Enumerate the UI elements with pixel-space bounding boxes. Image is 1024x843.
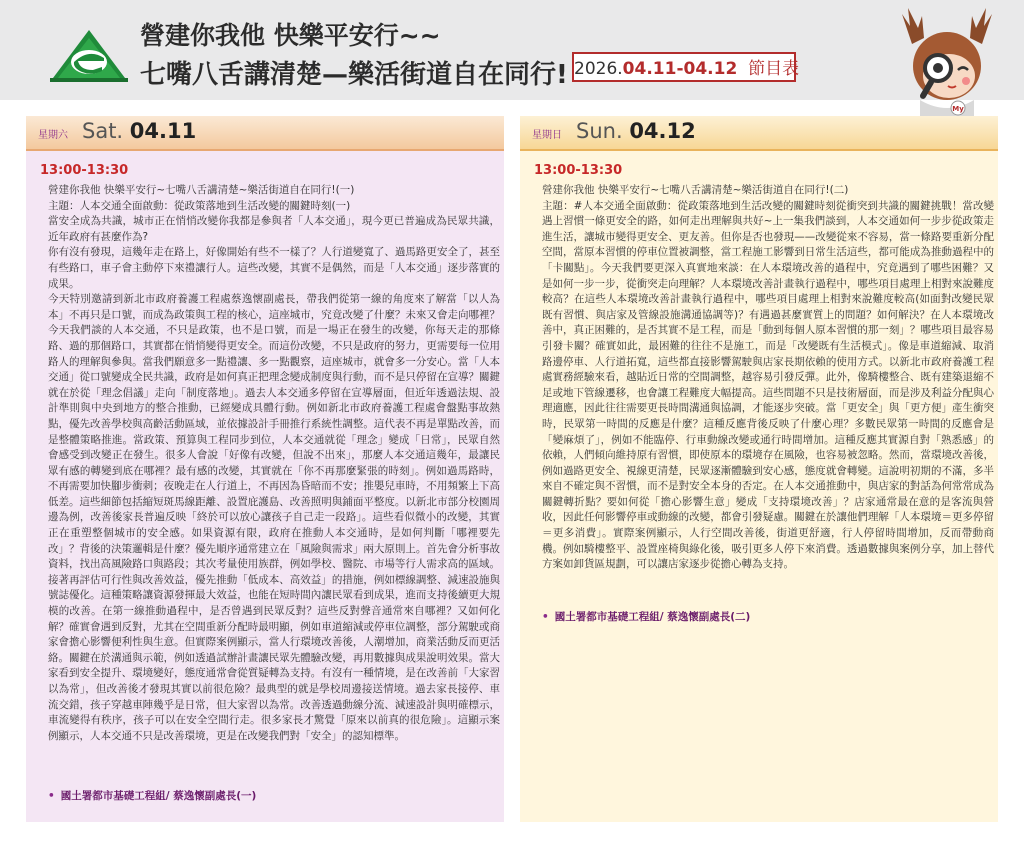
weekday-label: 星期日: [532, 130, 562, 141]
speaker-credit: [542, 609, 750, 624]
program-episode-title: 營建你我他 快樂平安行~七嘴八舌講清楚~樂活街道自在同行!(二): [542, 184, 849, 196]
agency-logo-icon: [48, 28, 130, 84]
date-year: 2026.: [574, 59, 623, 79]
time-slot: 13:00-13:30: [40, 163, 129, 178]
reindeer-mascot-icon: [888, 4, 1006, 116]
speaker-name: 國土署都市基礎工程組/ 蔡逸懷副處長(一): [60, 790, 257, 802]
day-title: [82, 119, 196, 143]
program-paragraph: 今天特別邀請到新北市政府養護工程處蔡逸懷副處長，帶我們從第一線的角度來了解當「以人為本」不再只是口號，而成為政策與工程的核心，這座城市，究竟改變了什麼？未來又會走向哪裡？今天我們談的人本交通，不只是政策，也不是口號，而是一場正在發生的改變，你每天走的那條路、過的那個路口，其實都在悄悄變得更安全。而這份改變，不只是政府的努力，更需要每一位用路人的理解與參與。當我們願意多一點禮讓、多一點觀察，這座城市，就會多一分安心。當「人本交通」從口號變成全民共識，政府是如何真正把理念變成制度與行動，而不是只停留在宣導？關鍵就在於從「理念倡議」走向「制度落地」。過去人本交通多停留在宣導層面，但近年透過法規、設計準則與中央到地方的整合推動，已經變成具體行動。例如新北市政府養護工程處會盤點事故熱點，優先改善學校與高齡活動區域，並依據設計手冊推行系統性調整。這代表不再是單點改善，而是整體策略推進。當政策、預算與工程同步到位，人本交通就從「理念」變成「日常」，民眾自然會感受到改變正在發生。很多人會說「好像有改變，但說不出來」，那麼人本交通這幾年，最讓民眾有感的轉變到底在哪裡？最有感的改變，其實就在「你不再那麼緊張的時刻」。例如過馬路時，不再需要加快腳步衝刺；夜晚走在人行道上，不再因為昏暗而不安；推嬰兒車時，不用頻繁上下高低差。這些細節包括縮短斑馬線距離、設置庇護島、改善照明與鋪面平整度。以新北市部分校園周邊為例，改善後家長普遍反映「終於可以放心讓孩子自己走一段路」。這些看似微小的改變，其實正在重塑整個城市的安全感。如果資源有限，政府在推動人本交通時，是如何判斷「哪裡要先改」？背後的決策邏輯是什麼？優先順序通常建立在「風險與需求」兩大原則上。首先會分析事故資料，找出高風險路口與路段；其次考量使用族群，例如學校、醫院、市場等行人需求高的區域。接著再評估可行性與改善效益，優先推動「低成本、高效益」的措施，例如標線調整、減速設施與號誌優化。這種策略讓資源發揮最大效益，也能在短時間內讓民眾看到成果，進而支持後續更大規模的改善。在第一線推動過程中，是否曾遇到民眾反對？這些反對聲音通常來自哪裡？又如何化解？確實會遇到反對，尤其在空間重新分配時最明顯，例如車道縮減或停車位調整，部分駕駛或商家會擔心影響便利性與生意。但實際案例顯示，當人行環境改善後，人潮增加，商業活動反而更活絡。關鍵在於溝通與示範，例如透過試辦計畫讓民眾先體驗改變，再用數據與成果說明效果。當大家看到安全提升、環境變好，態度通常會從質疑轉為支持。有沒有一種情境，是在改善前「大家習以為常」，但改善後才發現其實以前很危險？最典型的就是學校周邊接送情境。過去家長接停、車流交錯，孩子穿越車陣幾乎是日常，但大家習以為常。改善透過動線分流、減速設計與明確標示，車流變得有秩序，孩子可以在安全空間行走。很多家長才驚覺「原來以前真的很危險」。這顯示案例顯示，人本交通不只是改善環境，更是在改變我們對「安全」的認知標準。: [48, 293, 500, 742]
speaker-name: 國土署都市基礎工程組/ 蔡逸懷副處長(二): [554, 611, 751, 623]
program-title-line1: 營建你我他 快樂平安行~~: [140, 21, 441, 50]
program-paragraph: 當安全成為共識，城市正在悄悄改變你我都是參與者「人本交通」，現今更已普遍成為民眾共識，近年政府有甚麼作為?: [48, 215, 500, 243]
day-title: [576, 119, 696, 143]
day-header-bar: [520, 116, 998, 151]
program-description: [48, 183, 500, 744]
time-slot: 13:00-13:30: [534, 163, 623, 178]
day-header-bar: [26, 116, 504, 151]
program-paragraph: 主題：#人本交通全面啟動：從政策落地到生活改變的關鍵時刻從衝突到共識的關鍵挑戰！當改變遇上習慣一條更安全的路，如何走出理解與共好~上一集我們談到，人本交通如何一步步從政策走進生活，讓城市變得更安全、更友善。但你是否也發現——改變從來不容易，當一條路要重新分配空間，當原本習慣的停車位置被調整，當工程施工影響到日常生活這些，都可能成為推動過程中的「卡關點」。今天我們要更深入真實地來談：在人本環境改善的過程中，究竟遇到了哪些困難？又是如何一步一步，從衝突走向理解？人本環境改善計畫執行過程中，哪些項目處理上相對來說難度較高？在這些人本環境改善計畫執行過程中，哪些項目處理上相對來說難度較高(如面對改變民眾既有習慣、與店家及管線設施溝通協調等)？有遇過甚麼實質上的問題？如何解決？在人本環境改善中，真正困難的，是否其實不是工程，而是「動到每個人原本習慣的那一刻」？哪些項目最容易引發卡關？確實如此，最困難的往往不是施工，而是「改變既有生活模式」。像是車道縮減、取消路邊停車、人行道拓寬，這些都直接影響駕駛與店家長期依賴的使用方式。以新北市政府養護工程處實務經驗來看，越貼近日常的空間調整，越容易引發反彈。此外，像騎樓整合、既有建築退縮不足或地下管線遷移，也會讓工程難度大幅提高。這些問題不只是技術層面，而是涉及利益分配與心理適應，因此往往需要更長時間溝通與協調，才能逐步突破。當「更安全」與「更方便」產生衝突時，民眾第一時間的反應是什麼？這種反應背後反映了什麼心理？多數民眾第一時間的反應會是「變麻煩了」，例如不能臨停、行車動線改變或通行時間增加。這種反應其實源自對「熟悉感」的依賴，人們傾向維持原有習慣，即使原本的環境存在風險，也容易被忽略。然而，當環境改善後，例如過路更安全、視線更清楚，民眾逐漸體驗到安心感，態度就會轉變。這說明初期的不滿，多半來自不確定與不習慣，而不是對安全本身的否定。在人本交通推動中，與店家的對話為何常常成為關鍵轉折點？要如何從「擔心影響生意」變成「支持環境改善」？店家通常最在意的是客流與營收，因此任何影響停車或動線的改變，都會引發疑慮。關鍵在於讓他們理解「人本環境＝更多停留＝更多消費」。實際案例顯示，人行空間改善後，街道更舒適，行人停留時間增加，反而帶動商機。例如騎樓整平、設置座椅與綠化後，吸引更多人停下來消費。透過數據與案例分享，加上替代方案如卸貨區規劃，可以讓店家逐步從擔心轉為支持。: [542, 199, 994, 571]
day-column-saturday: [26, 116, 504, 822]
schedule-label: 節目表: [748, 59, 800, 79]
mascot-badge: My: [952, 105, 964, 113]
program-panel: [26, 151, 504, 822]
program-description: [542, 183, 994, 573]
speaker-credit: [48, 788, 256, 803]
day-en: Sun.: [576, 119, 623, 143]
day-date: 04.11: [129, 119, 197, 143]
program-paragraph: 你有沒有發現，這幾年走在路上，好像開始有些不一樣了？人行道變寬了、過馬路更安全了，甚至有些路口，車子會主動停下來禮讓行人。這些改變，其實不是偶然，而是「人本交通」逐步落實的成果。: [48, 246, 500, 290]
program-title-line2: 七嘴八舌講清楚—樂活街道自在同行!: [140, 60, 568, 90]
program-episode-title: 營建你我他 快樂平安行~七嘴八舌講清楚~樂活街道自在同行!(一): [48, 184, 355, 196]
program-topic: 主題：人本交通全面啟動：從政策落地到生活改變的關鍵時刻(一): [48, 199, 351, 212]
day-column-sunday: [520, 116, 998, 822]
day-date: 04.12: [629, 119, 696, 143]
weekday-label: 星期六: [38, 130, 68, 141]
schedule-date-box: [572, 52, 800, 82]
bullet-icon: •: [542, 611, 549, 623]
date-range: 04.11-04.12: [622, 59, 738, 79]
program-panel: [520, 151, 998, 822]
day-en: Sat.: [82, 119, 124, 143]
page-header: [0, 0, 1024, 113]
bullet-icon: •: [48, 790, 55, 802]
